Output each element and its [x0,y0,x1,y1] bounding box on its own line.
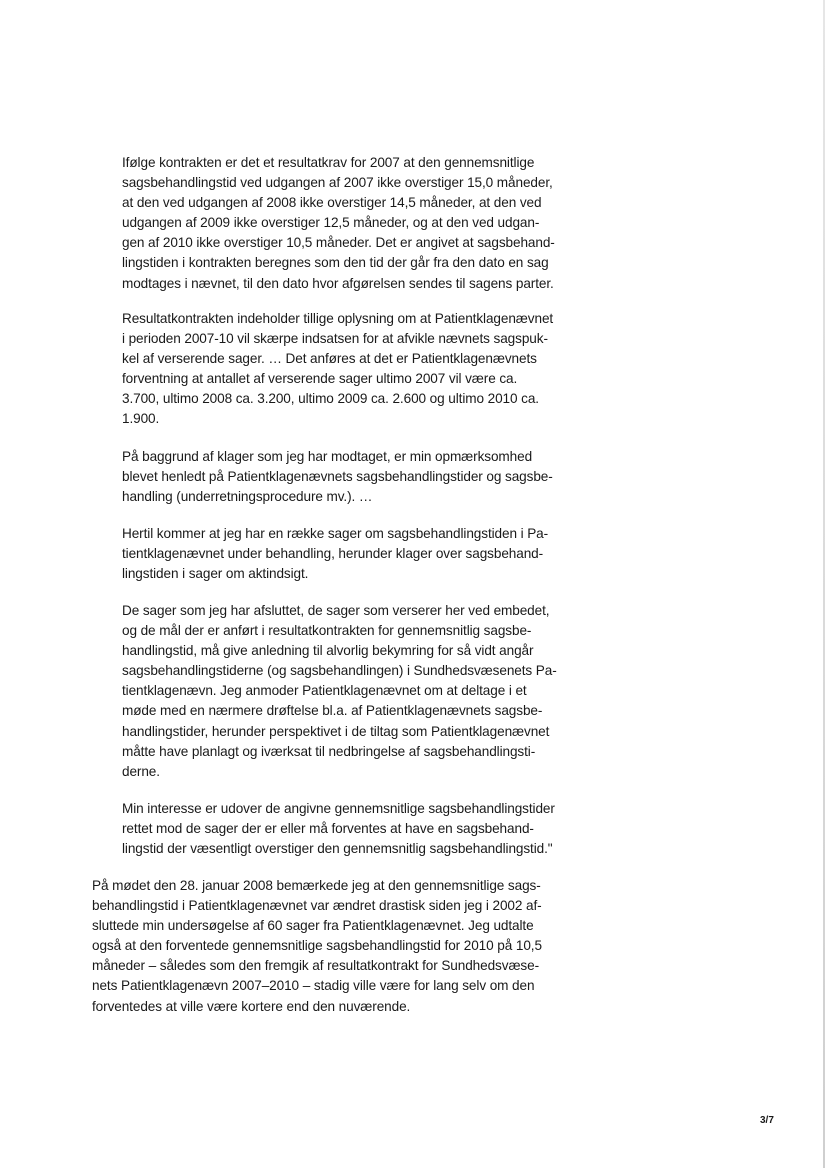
quoted-paragraph-complaints: På baggrund af klager som jeg har modtaget, er min opmærksomhed blevet henledt på Patientklagenævnets sagsbehandlingstider og sagsbe- handling (underretningsprocedure mv.). … [122,449,553,505]
page-number: 3/7 [760,1115,774,1126]
quoted-paragraph-concern: De sager som jeg har afsluttet, de sager som verserer her ved embedet, og de mål der er anført i resultatkontrakten for gennemsnitlig sagsbe- handlingstid, må give anledning til alvorlig bekymring for så vidt angår sagsbehandlingstiderne (og sagsbehandlingen) i Sundhedsvæsenets Pa- tientklagenævn. Jeg anmoder Patientklagenævnet om at deltage i et møde med en nærmere drøftelse bl.a. af Patientklagenævnets sagsbe- handlingstider, herunder perspektivet i de tiltag som Patientklagenævnet måtte have planlagt og iværksat til nedbringelse af sagsbehandlingsti- derne. [122,603,557,779]
quoted-paragraph-case-processing: Hertil kommer at jeg har en række sager om sagsbehandlingstiden i Pa- tientklagenævnet under behandling, herunder klager over sagsbehand- lingstiden i sager om aktindsigt. [122,526,549,582]
quoted-paragraph-pending-cases: Resultatkontrakten indeholder tillige oplysning om at Patientklagenævnet i perioden 2007-10 vil skærpe indsatsen for at afvikle nævnets sagspuk- kel af verserende sager. … Det anføres at det er Patientklagenævnets forventning at antallet af verserende sager ultimo 2007 vil være ca. 3.700, ultimo 2008 ca. 3.200, ultimo 2009 ca. 2.600 og ultimo 2010 ca. 1.900. [122,311,554,427]
quoted-paragraph-result-requirements: Ifølge kontrakten er det et resultatkrav for 2007 at den gennemsnitlige sagsbehandlingstid ved udgangen af 2007 ikke overstiger 15,0 måneder, at den ved udgangen af 2008 ikke overstiger 14,5 måneder, at den ved udgangen af 2009 ikke overstiger 12,5 måneder, og at den ved udgan- gen af 2010 ikke overstiger 10,5 måneder. Det er angivet at sagsbehand- lingstiden i kontrakten beregnes som den tid der går fra den dato en sag modtages i nævnet, til den dato hvor afgørelsen sendes til sagens parter. [122,155,555,291]
quoted-paragraph-interest: Min interesse er udover de angivne gennemsnitlige sagsbehandlingstider rettet mod de sager der er eller må forventes at have en sagsbehand- lingstid der væsentligt overstiger den gennemsnitlig sagsbehandlingstid." [122,801,555,857]
closing-paragraph: På mødet den 28. januar 2008 bemærkede jeg at den gennemsnitlige sags- behandlingstid i Patientklagenævnet var ændret drastisk siden jeg i 2002 af- sluttede min undersøgelse af 60 sager fra Patientklagenævnet. Jeg udtalte også at den forventede gennemsnitlige sagsbehandlingstid for 2010 på 10,5 måneder – således som den fremgik af resultatkontrakt for Sundhedsvæse- nets Patientklagenævn 2007–2010 – stadig ville være for lang selv om den forventedes at ville være kortere end den nuværende. [92,878,542,1014]
